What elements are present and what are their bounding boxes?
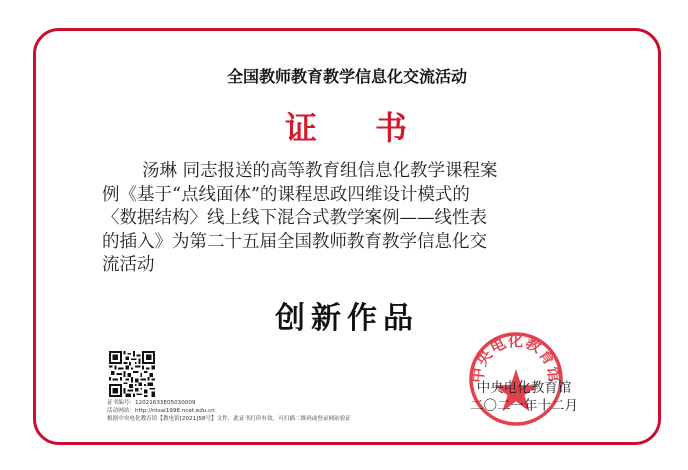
title-char-2: 书 xyxy=(375,109,410,147)
qr-code[interactable] xyxy=(109,351,155,397)
award-name: 创新作品 xyxy=(275,301,419,336)
body-line-1: 同志报送的高等教育组信息化教学课程案 xyxy=(177,161,498,181)
activity-website[interactable]: 活动网站：http://ntsai1998.ncet.edu.cn xyxy=(107,408,215,414)
verification-note: 根据中央电化教育馆【教电馆[2021]58号】文件，此证书打印有效，可扫描二维码或登录网站验证 xyxy=(107,416,351,422)
certificate-title xyxy=(36,103,658,149)
certificate-number: 证书编号：12021633E05030009 xyxy=(107,400,196,406)
issue-date: 二〇二一年十二月 xyxy=(470,398,578,414)
body-line-3: 〈数据结构〉线上线下混合式教学案例——线性表 xyxy=(102,208,487,228)
recipient-name: 汤琳 xyxy=(142,161,177,181)
body-line-2: 例《基于“点线面体”的课程思政四维设计模式的 xyxy=(102,184,470,205)
certificate-body xyxy=(102,160,598,278)
body-line-5: 流活动 xyxy=(102,255,155,275)
body-line-4: 的插入》为第二十五届全国教师教育教学信息化交 xyxy=(102,231,487,252)
title-char-1: 证 xyxy=(284,109,319,147)
issuer-block xyxy=(456,379,592,415)
certificate-frame xyxy=(33,28,661,445)
svg-text:中央电化教育馆: 中央电化教育馆 xyxy=(468,331,564,384)
activity-title: 全国教师教育教学信息化交流活动 xyxy=(226,67,467,86)
issuer-name: 中央电化教育馆 xyxy=(476,380,572,396)
footnotes xyxy=(107,399,351,423)
